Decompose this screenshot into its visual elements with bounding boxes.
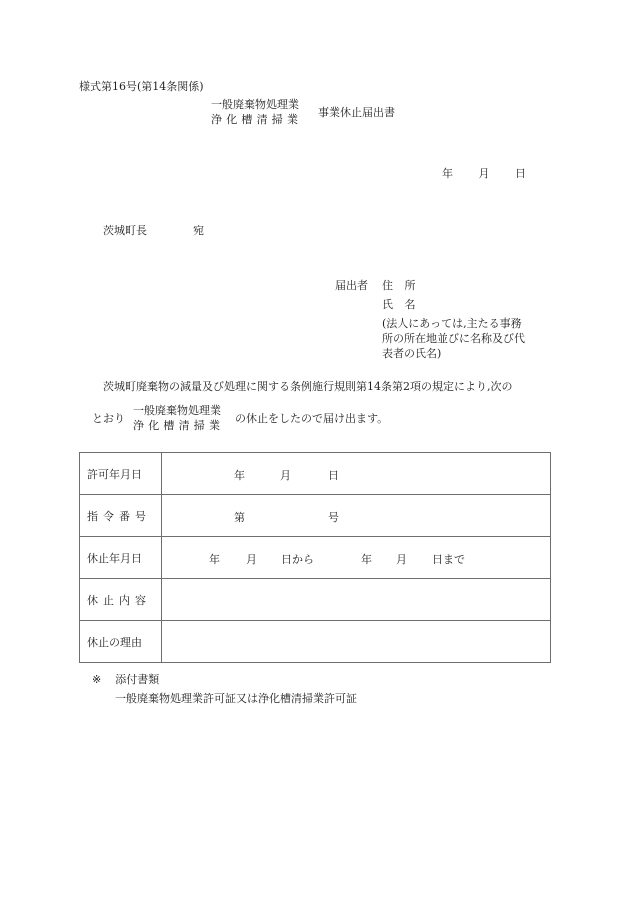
- from-month-unit: 月: [246, 553, 257, 566]
- date-year: 年: [442, 167, 453, 180]
- order-prefix: 第: [234, 511, 245, 524]
- body-prefix: とおり: [92, 412, 125, 425]
- corporate-note: (法人にあっては,主たる事務所の所在地並びに名称及び代表者の氏名): [382, 317, 525, 360]
- table-row-order-number: [80, 495, 551, 537]
- permit-year-unit: 年: [234, 469, 245, 482]
- to-month-unit: 月: [396, 553, 407, 566]
- addressee-name: 茨城町長: [103, 224, 147, 237]
- attachments-heading-text: 添付書類: [115, 673, 160, 686]
- form-number: 様式第16号(第14条関係): [79, 80, 204, 93]
- business-type-stack: [211, 97, 302, 127]
- table-row-permit-date: [80, 453, 551, 495]
- body-business-type-septic-cleaning: 浄化槽清掃業: [133, 419, 225, 432]
- label-order-number: 指令番号: [80, 495, 162, 537]
- table-row-suspension-period: [80, 537, 551, 579]
- suspension-form-table: [79, 452, 551, 663]
- body-suffix: の休止をしたので届け出ます。: [235, 412, 389, 425]
- body-paragraph-line1: 茨城町廃棄物の減量及び処理に関する条例施行規則第14条第2項の規定により,次の: [103, 380, 513, 393]
- field-permit-date[interactable]: [162, 453, 551, 495]
- from-day-unit: 日から: [281, 553, 314, 566]
- from-year-unit: 年: [209, 553, 220, 566]
- permit-month-unit: 月: [280, 469, 291, 482]
- label-suspension-reason: 休止の理由: [80, 621, 162, 663]
- name-label: 氏 名: [382, 298, 420, 311]
- submission-date: [442, 167, 526, 180]
- document-title: 事業休止届出書: [318, 106, 395, 119]
- business-type-septic-cleaning: 浄化槽清掃業: [211, 113, 303, 126]
- date-month: 月: [478, 167, 490, 180]
- table-row-suspension-reason: [80, 621, 551, 663]
- body-business-type-general-waste: 一般廃棄物処理業: [133, 404, 221, 417]
- date-day: 日: [515, 167, 526, 180]
- attachments-heading: [92, 673, 159, 686]
- reference-mark-icon: ※: [92, 673, 102, 686]
- table-row-suspension-content: [80, 579, 551, 621]
- to-year-unit: 年: [361, 553, 372, 566]
- applicant-label: 届出者: [335, 279, 368, 292]
- addressee: [103, 224, 204, 237]
- addressee-honorific: 宛: [193, 224, 204, 237]
- label-suspension-content: 休止内容: [80, 579, 162, 621]
- to-day-unit: 日まで: [432, 553, 465, 566]
- permit-day-unit: 日: [328, 469, 339, 482]
- field-suspension-period[interactable]: [162, 537, 551, 579]
- field-suspension-content[interactable]: [162, 579, 551, 621]
- order-suffix: 号: [328, 511, 339, 524]
- label-permit-date: 許可年月日: [80, 453, 162, 495]
- label-suspension-period: 休止年月日: [80, 537, 162, 579]
- body-business-type-stack: [133, 403, 224, 433]
- field-order-number[interactable]: [162, 495, 551, 537]
- field-suspension-reason[interactable]: [162, 621, 551, 663]
- attachment-item: 一般廃棄物処理業許可証又は浄化槽清掃業許可証: [115, 692, 357, 705]
- business-type-general-waste: 一般廃棄物処理業: [211, 98, 299, 111]
- address-label: 住 所: [382, 279, 420, 292]
